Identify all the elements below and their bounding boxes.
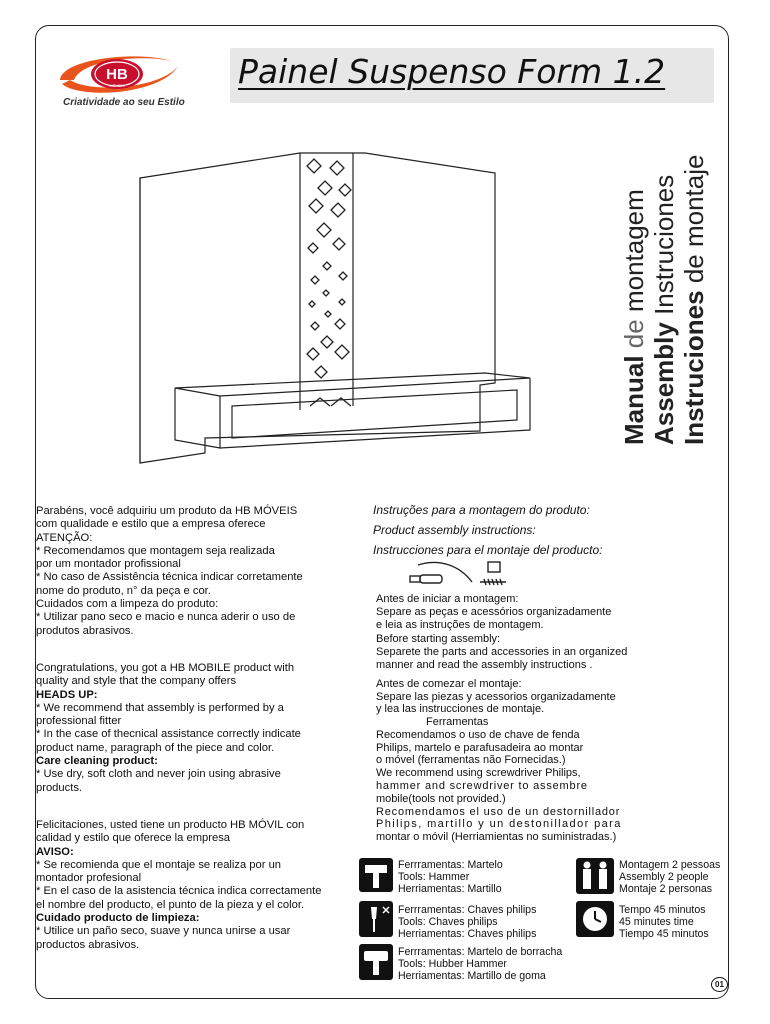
side-title-line1: Manual de montagem bbox=[619, 189, 649, 445]
instructions-heading: Instruções para a montagem do produto: Product assembly instructions: Instrucciones para el montaje del producto: bbox=[373, 503, 603, 557]
page-title: Painel Suspenso Form 1.2 bbox=[238, 52, 666, 91]
clock-icon bbox=[576, 901, 614, 937]
tools-section: Ferramentas Recomendamos o uso de chave de fenda Philips, martelo e parafusadeira ao montar o móvel (ferramentas não Fornecidas.) We recommend using screwdriver Philips, hammer and screwdriver to assembre mobile(tools not provided.) Recomendamos el uso de un destornillador Philips, martillo y un destonillador para montar o móvil (Herriamientas no suministradas.) bbox=[376, 716, 622, 844]
before-assembly: Antes de iniciar a montagem: Separe as peças e acessórios organizadamente e leia as instruções de montagem. Before starting assembly: Separete the parts and accessories in an organized manner and read the assembly instructions . Antes de comezar el montaje: Separe las piezas y acessorios organizadamente y lea las instrucciones de montaje. bbox=[376, 593, 628, 716]
side-title bbox=[610, 150, 720, 460]
logo-sub: MÓVEIS bbox=[109, 83, 125, 88]
tool-hammer-text: Ferrramentas: Martelo Tools: Hammer Herriamentas: Martillo bbox=[398, 859, 503, 896]
side-title-line3: Instruciones de montaje bbox=[679, 154, 709, 445]
screwdriver-icon bbox=[359, 901, 393, 937]
tool-screwdriver-text: Ferrramentas: Chaves philips Tools: Chaves philips Herriamentas: Chaves philips bbox=[398, 904, 537, 941]
intro-en: Congratulations, you got a HB MOBILE product with quality and style that the company offers HEADS UP: * We recommend that assembly is performed by a professional fitter * In the case of thecnical assistance correctly indicate product name, paragraph of the piece and color. Care cleaning product: * Use dry, soft cloth and never join using abrasive products. bbox=[36, 662, 301, 794]
side-title-line2: Assembly Instruciones bbox=[649, 174, 679, 445]
page-number: 01 bbox=[711, 977, 728, 992]
intro-es: Felicitaciones, usted tiene un producto HB MÓVIL con calidad y estilo que oferece la empresa AVISO: * Se recomienda que el montaje se realiza por un montador profesional * En el caso de la asistencia técnica indica correctamente el nombre del producto, el punto de la pieza y el color. Cuidado producto de limpieza: * Utilice un paño seco, suave y nunca unirse a usar productos abrasivos. bbox=[36, 819, 322, 951]
tagline: Criatividade ao seu Estilo bbox=[63, 97, 185, 108]
product-illustration bbox=[135, 148, 535, 468]
hammer-icon bbox=[359, 858, 393, 892]
intro-pt: Parabéns, você adquiriu um produto da HB MÓVEIS com qualidade e estilo que a empresa oferece ATENÇÃO: * Recomendamos que montagem seja realizada por um montador profissional * No caso de Assistência técnica indicar corretamente nome do produto, n° da peça e cor. Cuidados com a limpeza do produto: * Utilizar pano seco e macio e nunca aderir o uso de produtos abrasivos. bbox=[36, 505, 303, 637]
people-icon bbox=[576, 858, 614, 894]
tool-rubber-hammer-text: Ferrramentas: Martelo de borracha Tools: Hubber Hammer Herriamentas: Martillo de goma bbox=[398, 946, 563, 983]
hardware-icon bbox=[400, 560, 520, 590]
rubber-hammer-icon bbox=[359, 944, 393, 980]
assembly-people-text: Montagem 2 pessoas Assembly 2 people Montaje 2 personas bbox=[619, 859, 721, 896]
assembly-time-text: Tempo 45 minutos 45 minutes time Tiempo 45 minutos bbox=[619, 904, 709, 941]
logo-text: HB bbox=[106, 66, 128, 83]
